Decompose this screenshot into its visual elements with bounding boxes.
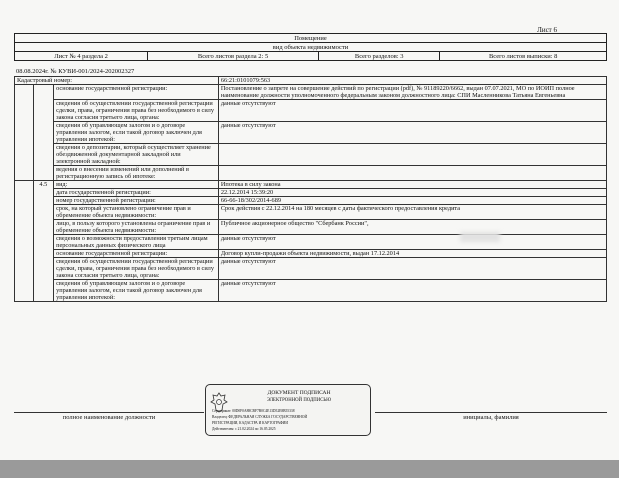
signature-position-label: полное наименование должности [14,412,204,421]
table-row [15,235,607,250]
total-sections: Всего разделов: 3 [318,52,439,61]
row-value: 22.12.2014 15:39:20 [218,189,606,197]
sheet-section: Лист № 4 раздела 2 [15,52,148,61]
stamp-title: ДОКУМЕНТ ПОДПИСАН [267,390,331,396]
row-label: срок, на который установлено ограничение прав и обременение объекта недвижимости: [54,205,219,220]
row-value: Постановление о запрете на совершение действий по регистрации (pdf), № 91189220/6662, выдан 07.07.2021, МО по ИОИП полное наименование должности уполномоченного федеральным законом должностного лица: СПИ Масленникова Татьяна Евгеньевна [218,85,606,100]
stamp-cert: Сертификат: 00D0F0A88CBF7B0C4E13D52E8B55338 [212,409,295,413]
row-value: 66-66-18/302/2014-689 [218,197,606,205]
cadastral-label: Кадастровый номер: [15,77,219,85]
object-subtitle: вид объекта недвижимости [15,43,607,52]
table-row [15,166,607,181]
extract-number: 08.08.2024г. № КУВИ-001/2024-202002327 [16,68,135,75]
row-value: данные отсутствуют [218,235,606,250]
e-signature-stamp [205,384,371,436]
table-row [15,189,607,197]
signature-name-label: инициалы, фамилия [375,412,607,421]
row-label: сведения об управляющем залогом и о договоре управления залогом, если такой договор заключен для управления ипотекой: [54,280,219,302]
row-value: Ипотека в силу закона [218,181,606,189]
table-row [15,280,607,302]
stamp-valid: Действителен: с 21.02.2024 по 16.05.2025 [212,427,276,431]
table-row [15,197,607,205]
row-label: основание государственной регистрации: [54,250,219,258]
row-value: Срок действия с 22.12.2014 на 180 месяцев с даты фактического предоставления кредита [218,205,606,220]
table-row [15,220,607,235]
row-label: номер государственной регистрации: [54,197,219,205]
scan-margin [0,460,619,478]
row-value: данные отсутствуют [218,280,606,302]
row-value: данные отсутствуют [218,100,606,122]
table-row [15,100,607,122]
row-label: сведения о депозитарии, который осуществляет хранение обездвиженной документарной закладной или электронной закладной: [54,144,219,166]
stamp-owner: Владелец: ФЕДЕРАЛЬНАЯ СЛУЖБА ГОСУДАРСТВЕННОЙ [212,415,308,419]
row-label: сведения об осуществлении государственной регистрации сделки, права, ограничения права без необходимого в силу закона согласия третьего лица, органа: [54,258,219,280]
row-value: данные отсутствуют [218,258,606,280]
row-value [218,166,606,181]
row-value: Договор купли-продажи объекта недвижимости, выдан 17.12.2014 [218,250,606,258]
section-number: 4.5 [33,181,54,302]
redaction [460,232,500,242]
row-value: Публичное акционерное общество "Сбербанк России", [218,220,606,235]
blank-cell [15,85,34,181]
row-label: дата государственной регистрации: [54,189,219,197]
row-label: вид: [54,181,219,189]
section-number [33,85,54,181]
object-title: Помещение [15,34,607,43]
row-label: сведения об управляющем залогом и о договоре управления залогом, если такой договор заключен для управления ипотекой: [54,122,219,144]
total-sheets-section: Всего листов раздела 2: 5 [148,52,319,61]
row-label: сведения об осуществлении государственной регистрации сделки, права, ограничения права без необходимого в силу закона согласия третьего лица, органа: [54,100,219,122]
table-row [15,144,607,166]
row-label: лицо, в пользу которого установлены ограничение прав и обременение объекта недвижимости: [54,220,219,235]
table-row [15,181,607,189]
row-label: сведения о возможности предоставления третьим лицам персональных данных физического лица [54,235,219,250]
table-row [15,122,607,144]
table-row [15,85,607,100]
sheet-number: Лист 6 [537,26,557,34]
total-sheets-extract: Всего листов выписки: 8 [440,52,607,61]
row-label: основание государственной регистрации: [54,85,219,100]
table-row [15,250,607,258]
row-value: данные отсутствуют [218,122,606,144]
stamp-subtitle: ЭЛЕКТРОННОЙ ПОДПИСЬЮ [266,398,332,403]
encumbrance-table [14,76,607,302]
blank-cell [15,181,34,302]
header-table [14,33,607,61]
row-value [218,144,606,166]
table-row [15,205,607,220]
cadastral-value: 66:21:0101079:563 [218,77,606,85]
table-row [15,258,607,280]
row-label: ведения о внесении изменений или дополнений в регистрационную запись об ипотеке: [54,166,219,181]
stamp-owner-2: РЕГИСТРАЦИИ, КАДАСТРА И КАРТОГРАФИИ [212,421,288,425]
